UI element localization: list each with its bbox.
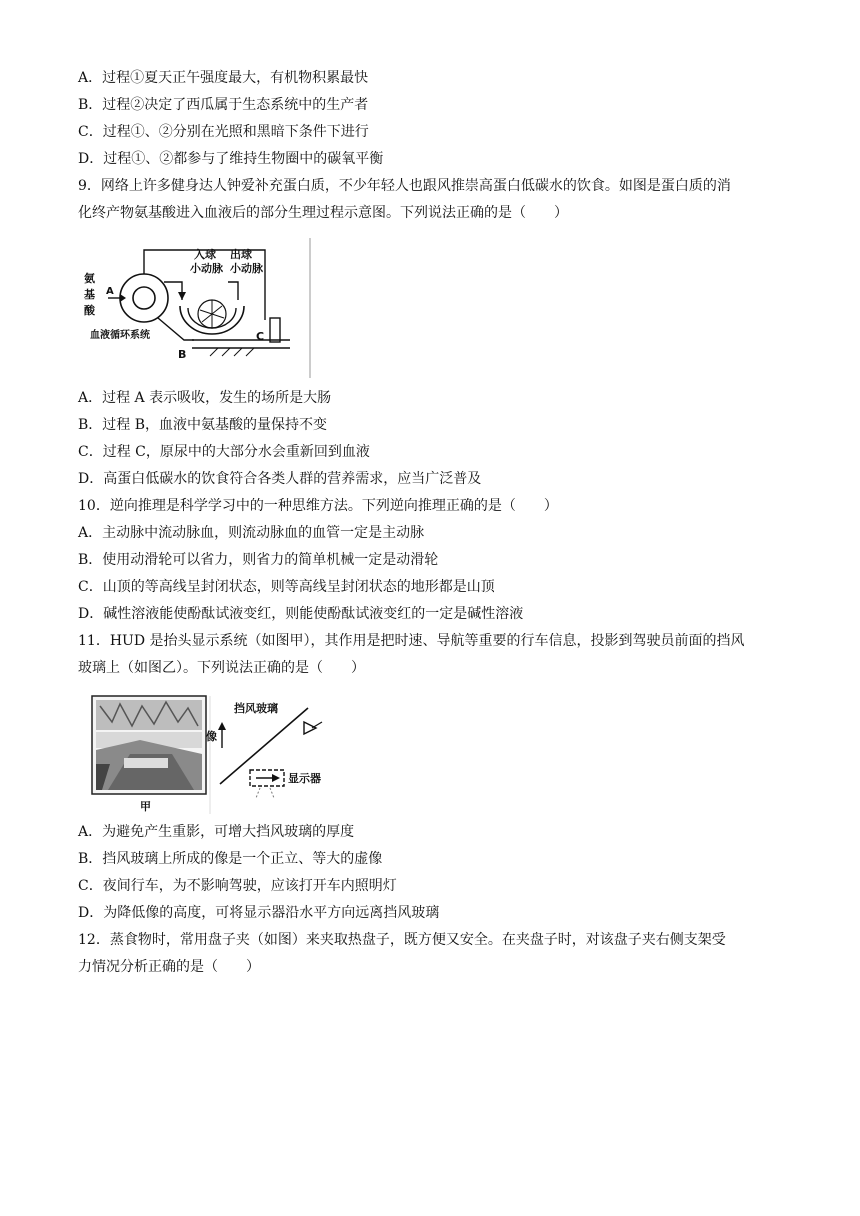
q11-option-a: A．为避免产生重影，可增大挡风玻璃的厚度	[78, 824, 355, 840]
in-arteriole-label-2: 小动脉	[190, 262, 223, 275]
amino-acid-label-2: 基	[84, 288, 95, 301]
display-label: 显示器	[288, 772, 321, 785]
q11-option-b: B．挡风玻璃上所成的像是一个正立、等大的虚像	[78, 851, 383, 867]
q10-option-b: B．使用动滑轮可以省力，则省力的简单机械一定是动滑轮	[78, 552, 439, 568]
q9-option-d: D．高蛋白低碳水的饮食符合各类人群的营养需求，应当广泛普及	[78, 471, 482, 487]
q10-stem: 10．逆向推理是科学学习中的一种思维方法。下列逆向推理正确的是（ ）	[78, 498, 558, 514]
q8-option-c: C．过程①、②分别在光照和黑暗下条件下进行	[78, 124, 369, 140]
q8-option-b: B．过程②决定了西瓜属于生态系统中的生产者	[78, 97, 369, 113]
q11-hud-figure	[90, 692, 330, 816]
q12-stem-line-2: 力情况分析正确的是（ ）	[78, 959, 260, 975]
q10-option-a: A．主动脉中流动脉血，则流动脉血的血管一定是主动脉	[78, 525, 425, 541]
q10-option-c: C．山顶的等高线呈封闭状态，则等高线呈封闭状态的地形都是山顶	[78, 579, 495, 595]
in-arteriole-label-1: 入球	[194, 248, 216, 261]
label-a: A	[106, 286, 114, 297]
out-arteriole-label-2: 小动脉	[230, 262, 263, 275]
amino-acid-label-3: 酸	[84, 304, 95, 317]
q11-option-d: D．为降低像的高度，可将显示器沿水平方向远离挡风玻璃	[78, 905, 440, 921]
q9-stem-line-2: 化终产物氨基酸进入血液后的部分生理过程示意图。下列说法正确的是（ ）	[78, 205, 568, 221]
amino-acid-label-1: 氨	[84, 272, 95, 285]
out-arteriole-label-1: 出球	[230, 248, 252, 261]
q12-stem-line-1: 12．蒸食物时，常用盘子夹（如图）来夹取热盘子，既方便又安全。在夹盘子时，对该盘子夹右侧支架受	[78, 932, 726, 948]
q11-stem-line-1: 11．HUD 是抬头显示系统（如图甲），其作用是把时速、导航等重要的行车信息，投影到驾驶员前面的挡风	[78, 633, 745, 649]
hud-photo	[92, 696, 206, 794]
q9-option-b: B．过程 B，血液中氨基酸的量保持不变	[78, 417, 328, 433]
q9-kidney-diagram	[80, 236, 316, 380]
label-c: C	[256, 330, 265, 343]
jia-label: 甲	[140, 800, 151, 813]
label-b: B	[178, 348, 187, 361]
image-arrow-icon	[218, 722, 226, 730]
q8-option-d: D．过程①、②都参与了维持生物圈中的碳氧平衡	[78, 151, 384, 167]
windshield-label: 挡风玻璃	[234, 702, 278, 715]
q11-option-c: C．夜间行车，为不影响驾驶，应该打开车内照明灯	[78, 878, 397, 894]
q9-option-c: C．过程 C，原尿中的大部分水会重新回到血液	[78, 444, 370, 460]
q11-stem-line-2: 玻璃上（如图乙）。下列说法正确的是（ ）	[78, 660, 365, 676]
display-arrow-icon	[272, 774, 280, 782]
eye-icon	[304, 722, 322, 734]
q10-option-d: D．碱性溶液能使酚酞试液变红，则能使酚酞试液变红的一定是碱性溶液	[78, 606, 524, 622]
circulation-label: 血液循环系统	[90, 330, 150, 341]
q9-option-a: A．过程 A 表示吸收，发生的场所是大肠	[78, 390, 332, 406]
image-label: 像	[206, 730, 217, 743]
q8-option-a: A．过程①夏天正午强度最大，有机物积累最快	[78, 70, 369, 86]
q9-stem-line-1: 9．网络上许多健身达人钟爱补充蛋白质，不少年轻人也跟风推崇高蛋白低碳水的饮食。如图是蛋白质的消	[78, 178, 731, 194]
